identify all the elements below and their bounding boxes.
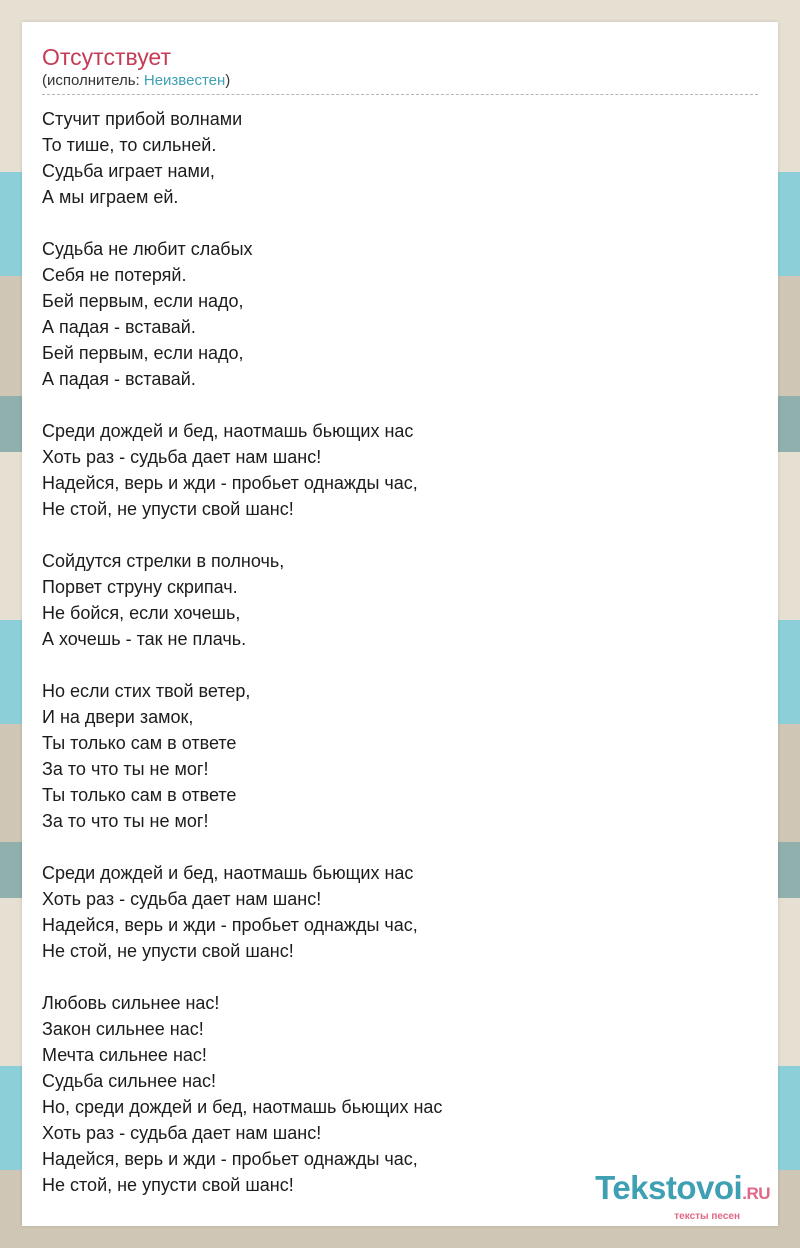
lyric-line: За то что ты не мог! [42,811,209,831]
lyric-line: Стучит прибой волнами [42,109,243,129]
lyric-line: Бей первым, если надо, [42,343,244,363]
lyric-line: Не стой, не упусти свой шанс! [42,499,294,519]
lyric-line [42,210,442,236]
lyric-line [42,652,442,678]
lyric-line: Ты только сам в ответе [42,733,237,753]
logo-name: Tekstovoi [595,1169,743,1206]
lyric-line: Мечта сильнее нас! [42,1045,207,1065]
lyric-line: Порвет струну скрипач. [42,577,238,597]
lyric-line: Среди дождей и бед, наотмашь бьющих нас [42,863,414,883]
lyric-line: Хоть раз - судьба дает нам шанс! [42,447,322,467]
lyric-line: Закон сильнее нас! [42,1019,204,1039]
lyric-line: Надейся, верь и жди - пробьет однажды час, [42,473,418,493]
song-title: Отсутствует [42,44,171,70]
site-logo[interactable] [595,1171,770,1222]
lyric-line: А падая - вставай. [42,317,196,337]
lyric-line: Не бойся, если хочешь, [42,603,241,623]
lyric-line: Среди дождей и бед, наотмашь бьющих нас [42,421,414,441]
lyric-line: Сойдутся стрелки в полночь, [42,551,285,571]
performer-line [42,72,230,90]
lyric-line: Себя не потеряй. [42,265,187,285]
lyric-line: Ты только сам в ответе [42,785,237,805]
dashed-divider [42,94,758,95]
lyric-line: То тише, то сильней. [42,135,217,155]
logo-tld: .RU [742,1184,770,1203]
logo-tagline: тексты песен [674,1211,740,1222]
lyric-line: Судьба сильнее нас! [42,1071,217,1091]
lyric-line: Не стой, не упусти свой шанс! [42,941,294,961]
lyric-line: И на двери замок, [42,707,194,727]
lyric-line [42,522,442,548]
lyric-line: Хоть раз - судьба дает нам шанс! [42,1123,322,1143]
lyric-line: За то что ты не мог! [42,759,209,779]
lyric-line [42,964,442,990]
lyric-line: Надейся, верь и жди - пробьет однажды час, [42,1149,418,1169]
lyric-line: Любовь сильнее нас! [42,993,220,1013]
performer-label: (исполнитель: [42,72,144,89]
lyric-line: А мы играем ей. [42,187,179,207]
lyrics-text [42,106,442,1198]
lyric-line: Судьба играет нами, [42,161,215,181]
lyric-line [42,392,442,418]
performer-link[interactable]: Неизвестен [143,72,226,89]
lyric-line: Но, среди дождей и бед, наотмашь бьющих нас [42,1097,443,1117]
performer-close: ) [225,72,231,89]
lyric-line: Но если стих твой ветер, [42,681,251,701]
lyric-line: А хочешь - так не плачь. [42,629,247,649]
lyric-line: А падая - вставай. [42,369,196,389]
lyric-line: Хоть раз - судьба дает нам шанс! [42,889,322,909]
lyric-line: Бей первым, если надо, [42,291,244,311]
lyric-line: Надейся, верь и жди - пробьет однажды час, [42,915,418,935]
lyrics-card [22,22,778,1226]
lyric-line: Судьба не любит слабых [42,239,253,259]
lyric-line [42,834,442,860]
lyric-line: Не стой, не упусти свой шанс! [42,1175,294,1195]
